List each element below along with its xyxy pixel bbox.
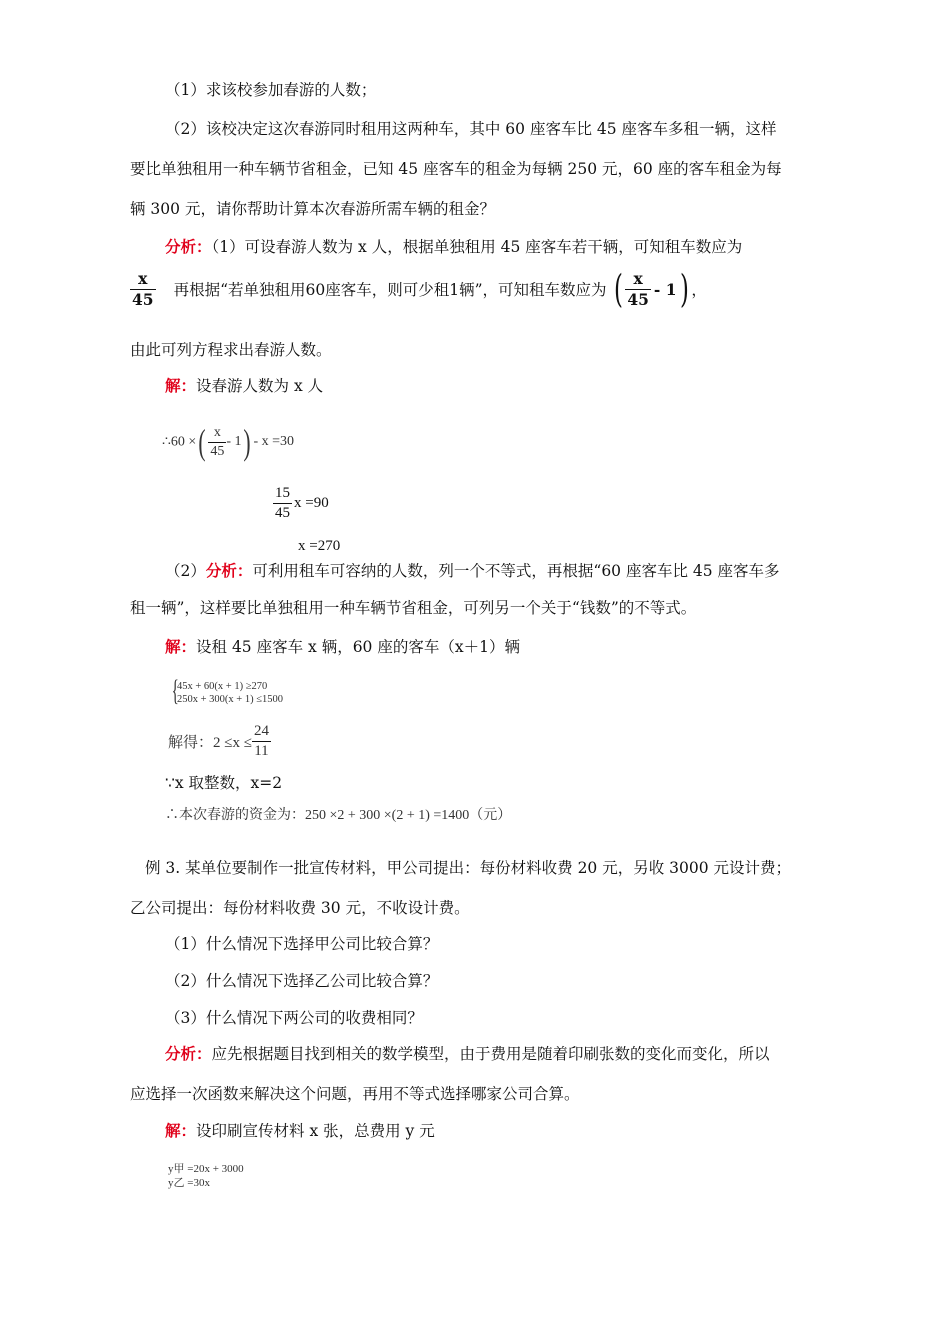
fraction-x-over-45: $\frac{x}{45}$: [132, 269, 154, 309]
equation-1: ∴60 ×( $\frac{x}{45}$ - 1) - x =30: [162, 422, 295, 462]
analysis-label: 分析：: [165, 1044, 212, 1063]
minus-one: - 1: [653, 279, 677, 299]
therefore-line: ∴本次春游的资金为：250 ×2 + 300 ×(2 + 1) =1400（元）: [165, 808, 512, 823]
example-3-question-2: （2）什么情况下选择乙公司比较合算？: [165, 972, 439, 990]
solution-label: 解：: [165, 637, 197, 656]
function-expressions: [168, 1162, 244, 1190]
analysis-text: 应先根据题目找到相关的数学模型，由于费用是随着印刷张数的变化而变化，所以: [211, 1045, 770, 1063]
example-3-line-2: 乙公司提出：每份材料收费 30 元，不收设计费。: [130, 899, 470, 917]
question-1: （1）求该校参加春游的人数；: [165, 81, 377, 99]
solution-text: 设租 45 座客车 x 辆，60 座的客车（x＋1）辆: [196, 638, 520, 656]
left-paren: (: [613, 267, 623, 311]
solution-range: 解得：2 ≤x ≤ $\frac{24}{11}$: [168, 723, 269, 759]
solution-3: [165, 1121, 435, 1141]
analysis-2-line-1: （2）分析：可利用租车可容纳的人数，列一个不等式，再根据“60 座客车比 45 座客车多: [165, 561, 780, 580]
equation-3: x =270: [298, 538, 341, 554]
example-3-question-3: （3）什么情况下两公司的收费相同？: [165, 1009, 423, 1027]
analysis-3-line-2: 应选择一次函数来解决这个问题，再用不等式选择哪家公司合算。: [130, 1085, 580, 1103]
solution-2: [165, 637, 520, 657]
analysis-label: 分析：: [165, 237, 212, 256]
question-2-line-2: 要比单独租用一种车辆节省租金，已知 45 座客车的租金为每辆 250 元，60 座的客车租金为每: [130, 160, 782, 178]
inequality-system: { 45x + 60(x + 1) ≥270 250x + 300(x + 1) ≤1500: [171, 674, 283, 707]
question-2-line-3: 辆 300 元，请你帮助计算本次春游所需车辆的租金？: [130, 200, 495, 218]
analysis-1-line-1: [165, 237, 742, 257]
example-3-line-1: 例 3. 某单位要制作一批宣传材料，甲公司提出：每份材料收费 20 元，另收 3000 元设计费；: [145, 859, 792, 877]
solution-label: 解：: [165, 376, 197, 395]
fraction-24-over-11: $\frac{24}{11}$: [253, 723, 269, 759]
analysis-1-line-2: $\frac{x}{45}$ 再根据“若单独租用60座客车，则可少租1辆”，可知租车数应为 ( $\frac{x}{45}$ - 1) ，: [132, 267, 707, 311]
solution-label: 解：: [165, 1121, 197, 1140]
fraction-x-over-45: $\frac{x}{45}$: [210, 424, 225, 459]
because-line: ∵x 取整数，x=2: [165, 774, 283, 792]
solution-1: [165, 376, 323, 396]
brace-icon: {: [171, 674, 179, 707]
example-3-question-1: （1）什么情况下选择甲公司比较合算？: [165, 935, 439, 953]
analysis-mid-text: 再根据“若单独租用60座客车，则可少租1辆”，可知租车数应为: [173, 281, 607, 299]
fraction-15-over-45: $\frac{15}{45}$: [275, 485, 290, 521]
solution-text: 设印刷宣传材料 x 张，总费用 y 元: [196, 1122, 435, 1140]
equation-2: $\frac{15}{45}$ x =90: [275, 485, 329, 521]
function-y-jia: y甲 =20x + 3000: [168, 1163, 244, 1175]
fraction-x-over-45: $\frac{x}{45}$: [627, 269, 649, 309]
analysis-1-line-3: 由此可列方程求出春游人数。: [130, 341, 332, 359]
analysis-text: （1）可设春游人数为 x 人，根据单独租用 45 座客车若干辆，可知租车数应为: [211, 238, 743, 256]
analysis-text: 可利用租车可容纳的人数，列一个不等式，再根据“60 座客车比 45 座客车多: [252, 562, 780, 580]
function-y-yi: y乙 =30x: [168, 1177, 210, 1189]
analysis-2-line-2: 租一辆”，这样要比单独租用一种车辆节省租金，可列另一个关于“钱数”的不等式。: [130, 599, 697, 617]
right-paren: ): [679, 267, 689, 311]
question-2-line-1: （2）该校决定这次春游同时租用这两种车，其中 60 座客车比 45 座客车多租一辆，这样: [165, 120, 777, 138]
solution-text: 设春游人数为 x 人: [196, 377, 324, 395]
analysis-3-line-1: [165, 1044, 770, 1064]
analysis-label: 分析：: [205, 561, 253, 580]
